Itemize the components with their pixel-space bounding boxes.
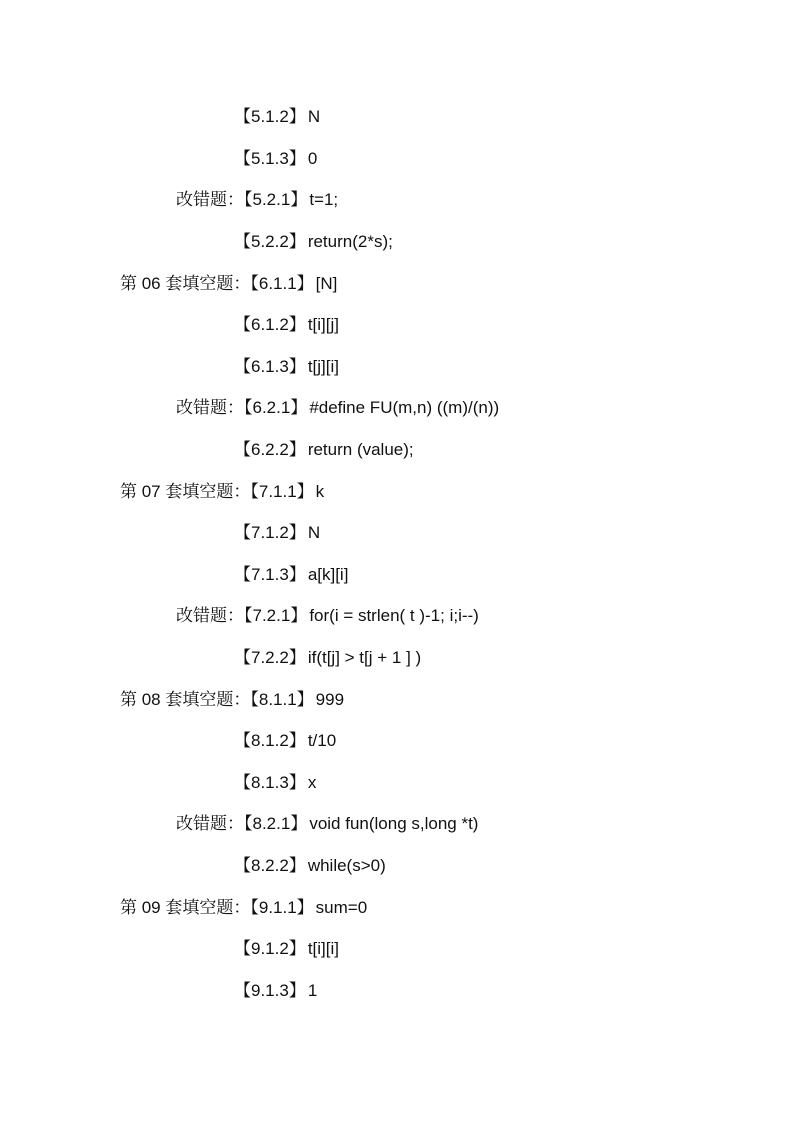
answer-line (234, 148, 317, 170)
answer-key: 【6.1.2】 (234, 315, 306, 334)
answer-line (234, 730, 336, 752)
answer-line (234, 647, 421, 669)
line-prefix: 第 06 套填空题： (120, 274, 251, 293)
answer-key: 【8.1.2】 (234, 731, 306, 750)
line-prefix: 改错题： (176, 190, 244, 209)
answer-line (234, 439, 414, 461)
answer-key: 【9.1.1】 (250, 898, 314, 917)
answer-value: 0 (307, 149, 318, 168)
answer-line (234, 564, 348, 586)
answer-line (234, 938, 339, 960)
answer-key: 【8.1.3】 (234, 773, 306, 792)
answer-value: return (value); (307, 440, 414, 459)
answer-value: t[j][i] (307, 357, 339, 376)
answer-line (234, 231, 393, 253)
answer-line (234, 855, 386, 877)
answer-line (176, 189, 338, 211)
answer-value: for(i = strlen( t )-1; i;i--) (309, 606, 479, 625)
answer-key: 【8.2.2】 (234, 856, 306, 875)
answer-value: t=1; (309, 190, 339, 209)
line-prefix: 改错题： (176, 814, 244, 833)
answer-line (120, 273, 337, 295)
answer-key: 【8.2.1】 (244, 814, 308, 833)
answer-key: 【7.2.1】 (244, 606, 308, 625)
answer-value: N (307, 107, 321, 126)
answer-value: return(2*s); (307, 232, 393, 251)
answer-line (120, 897, 367, 919)
answer-line (234, 522, 320, 544)
answer-value: sum=0 (315, 898, 368, 917)
answer-line (176, 397, 499, 419)
answer-key: 【7.1.3】 (234, 565, 306, 584)
answer-key: 【6.2.2】 (234, 440, 306, 459)
answer-value: if(t[j] > t[j + 1 ] ) (307, 648, 422, 667)
answer-value: 999 (315, 690, 345, 709)
answer-line (234, 772, 316, 794)
line-prefix: 第 08 套填空题： (120, 690, 251, 709)
answer-value: N (307, 523, 321, 542)
line-prefix: 改错题： (176, 606, 244, 625)
line-prefix: 第 09 套填空题： (120, 898, 251, 917)
answer-value: t[i][j] (307, 315, 339, 334)
answer-value: void fun(long s,long *t) (309, 814, 479, 833)
answer-value: x (307, 773, 317, 792)
answer-line (176, 605, 479, 627)
line-prefix: 改错题： (176, 398, 244, 417)
answer-line (234, 106, 320, 128)
answer-key: 【7.2.2】 (234, 648, 306, 667)
answer-key: 【5.2.1】 (244, 190, 308, 209)
line-prefix: 第 07 套填空题： (120, 482, 251, 501)
answer-key: 【6.1.1】 (250, 274, 314, 293)
answer-key: 【7.1.1】 (250, 482, 314, 501)
answer-value: 1 (307, 981, 318, 1000)
answer-key: 【9.1.3】 (234, 981, 306, 1000)
answer-key: 【6.1.3】 (234, 357, 306, 376)
answer-key: 【5.2.2】 (234, 232, 306, 251)
answer-key: 【7.1.2】 (234, 523, 306, 542)
answer-line (234, 980, 317, 1002)
answer-key: 【6.2.1】 (244, 398, 308, 417)
answer-line (120, 481, 324, 503)
answer-key: 【5.1.3】 (234, 149, 306, 168)
answer-value: k (315, 482, 325, 501)
answer-line (234, 314, 339, 336)
answer-line (234, 356, 339, 378)
answer-value: [N] (315, 274, 338, 293)
answer-line (176, 813, 478, 835)
answer-key: 【5.1.2】 (234, 107, 306, 126)
answer-line (120, 689, 344, 711)
answer-value: t[i][i] (307, 939, 339, 958)
answer-value: a[k][i] (307, 565, 349, 584)
answer-key: 【9.1.2】 (234, 939, 306, 958)
answer-value: while(s>0) (307, 856, 386, 875)
answer-key: 【8.1.1】 (250, 690, 314, 709)
answer-value: #define FU(m,n) ((m)/(n)) (309, 398, 500, 417)
answer-value: t/10 (307, 731, 337, 750)
